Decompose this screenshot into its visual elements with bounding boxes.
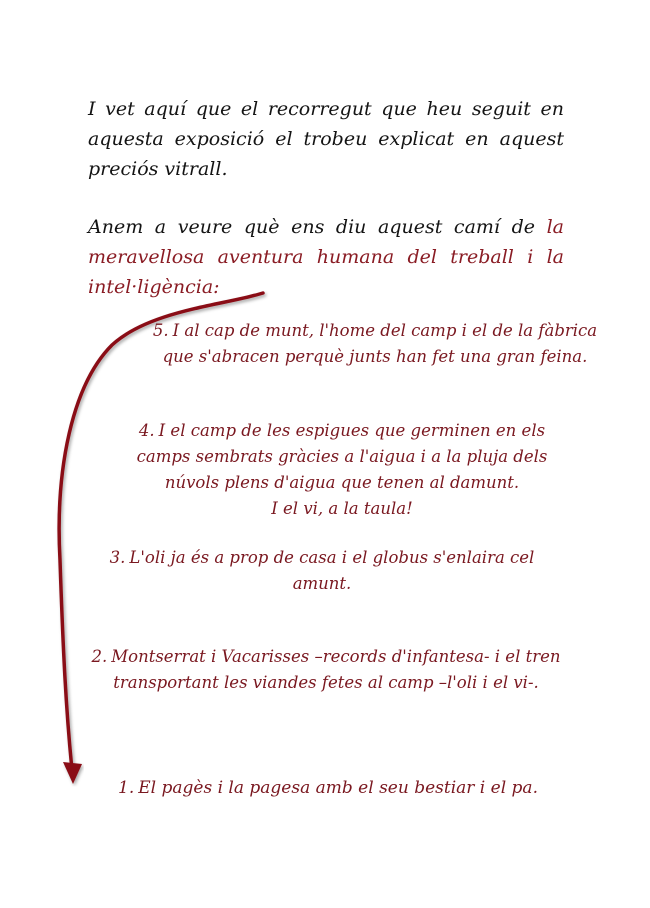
step-2-text: Montserrat i Vacarisses –records d'infantesa- i el tren transportant les viandes fetes al camp –l'oli i el vi-. [111,647,561,692]
step-2 [88,644,564,696]
intro-paragraph-1 [88,94,564,184]
step-5 [152,318,598,370]
intro-paragraph-2 [88,212,564,302]
step-5-text: I al cap de munt, l'home del camp i el de la fàbrica que s'abracen perquè junts han fet una gran feina. [162,321,598,366]
step-3 [92,545,552,597]
step-4-text: I el camp de les espigues que germinen en els camps sembrats gràcies a l'aigua i a la pluja dels núvols plens d'aigua que tenen al damunt. [136,421,548,492]
intro-text-2-highlight: la meravellosa aventura humana del treball i la intel·ligència: [88,216,564,298]
intro-text-2-lead: Anem a veure què ens diu aquest camí de [88,216,547,238]
step-5-number: 5. [152,321,169,340]
step-1-text: El pagès i la pagesa amb el seu bestiar i el pa. [138,778,538,798]
step-3-number: 3. [109,548,126,567]
step-2-number: 2. [91,647,108,666]
step-4 [118,418,566,522]
step-4-extra: I el vi, a la taula! [271,499,413,518]
step-3-text: L'oli ja és a prop de casa i el globus s'enlaira cel amunt. [129,548,535,593]
step-4-number: 4. [138,421,155,440]
step-1 [108,775,548,801]
intro-text-1: I vet aquí que el recorregut que heu seguit en aquesta exposició el trobeu explicat en aquest preciós vitrall. [88,98,564,180]
step-1-number: 1. [118,778,135,798]
